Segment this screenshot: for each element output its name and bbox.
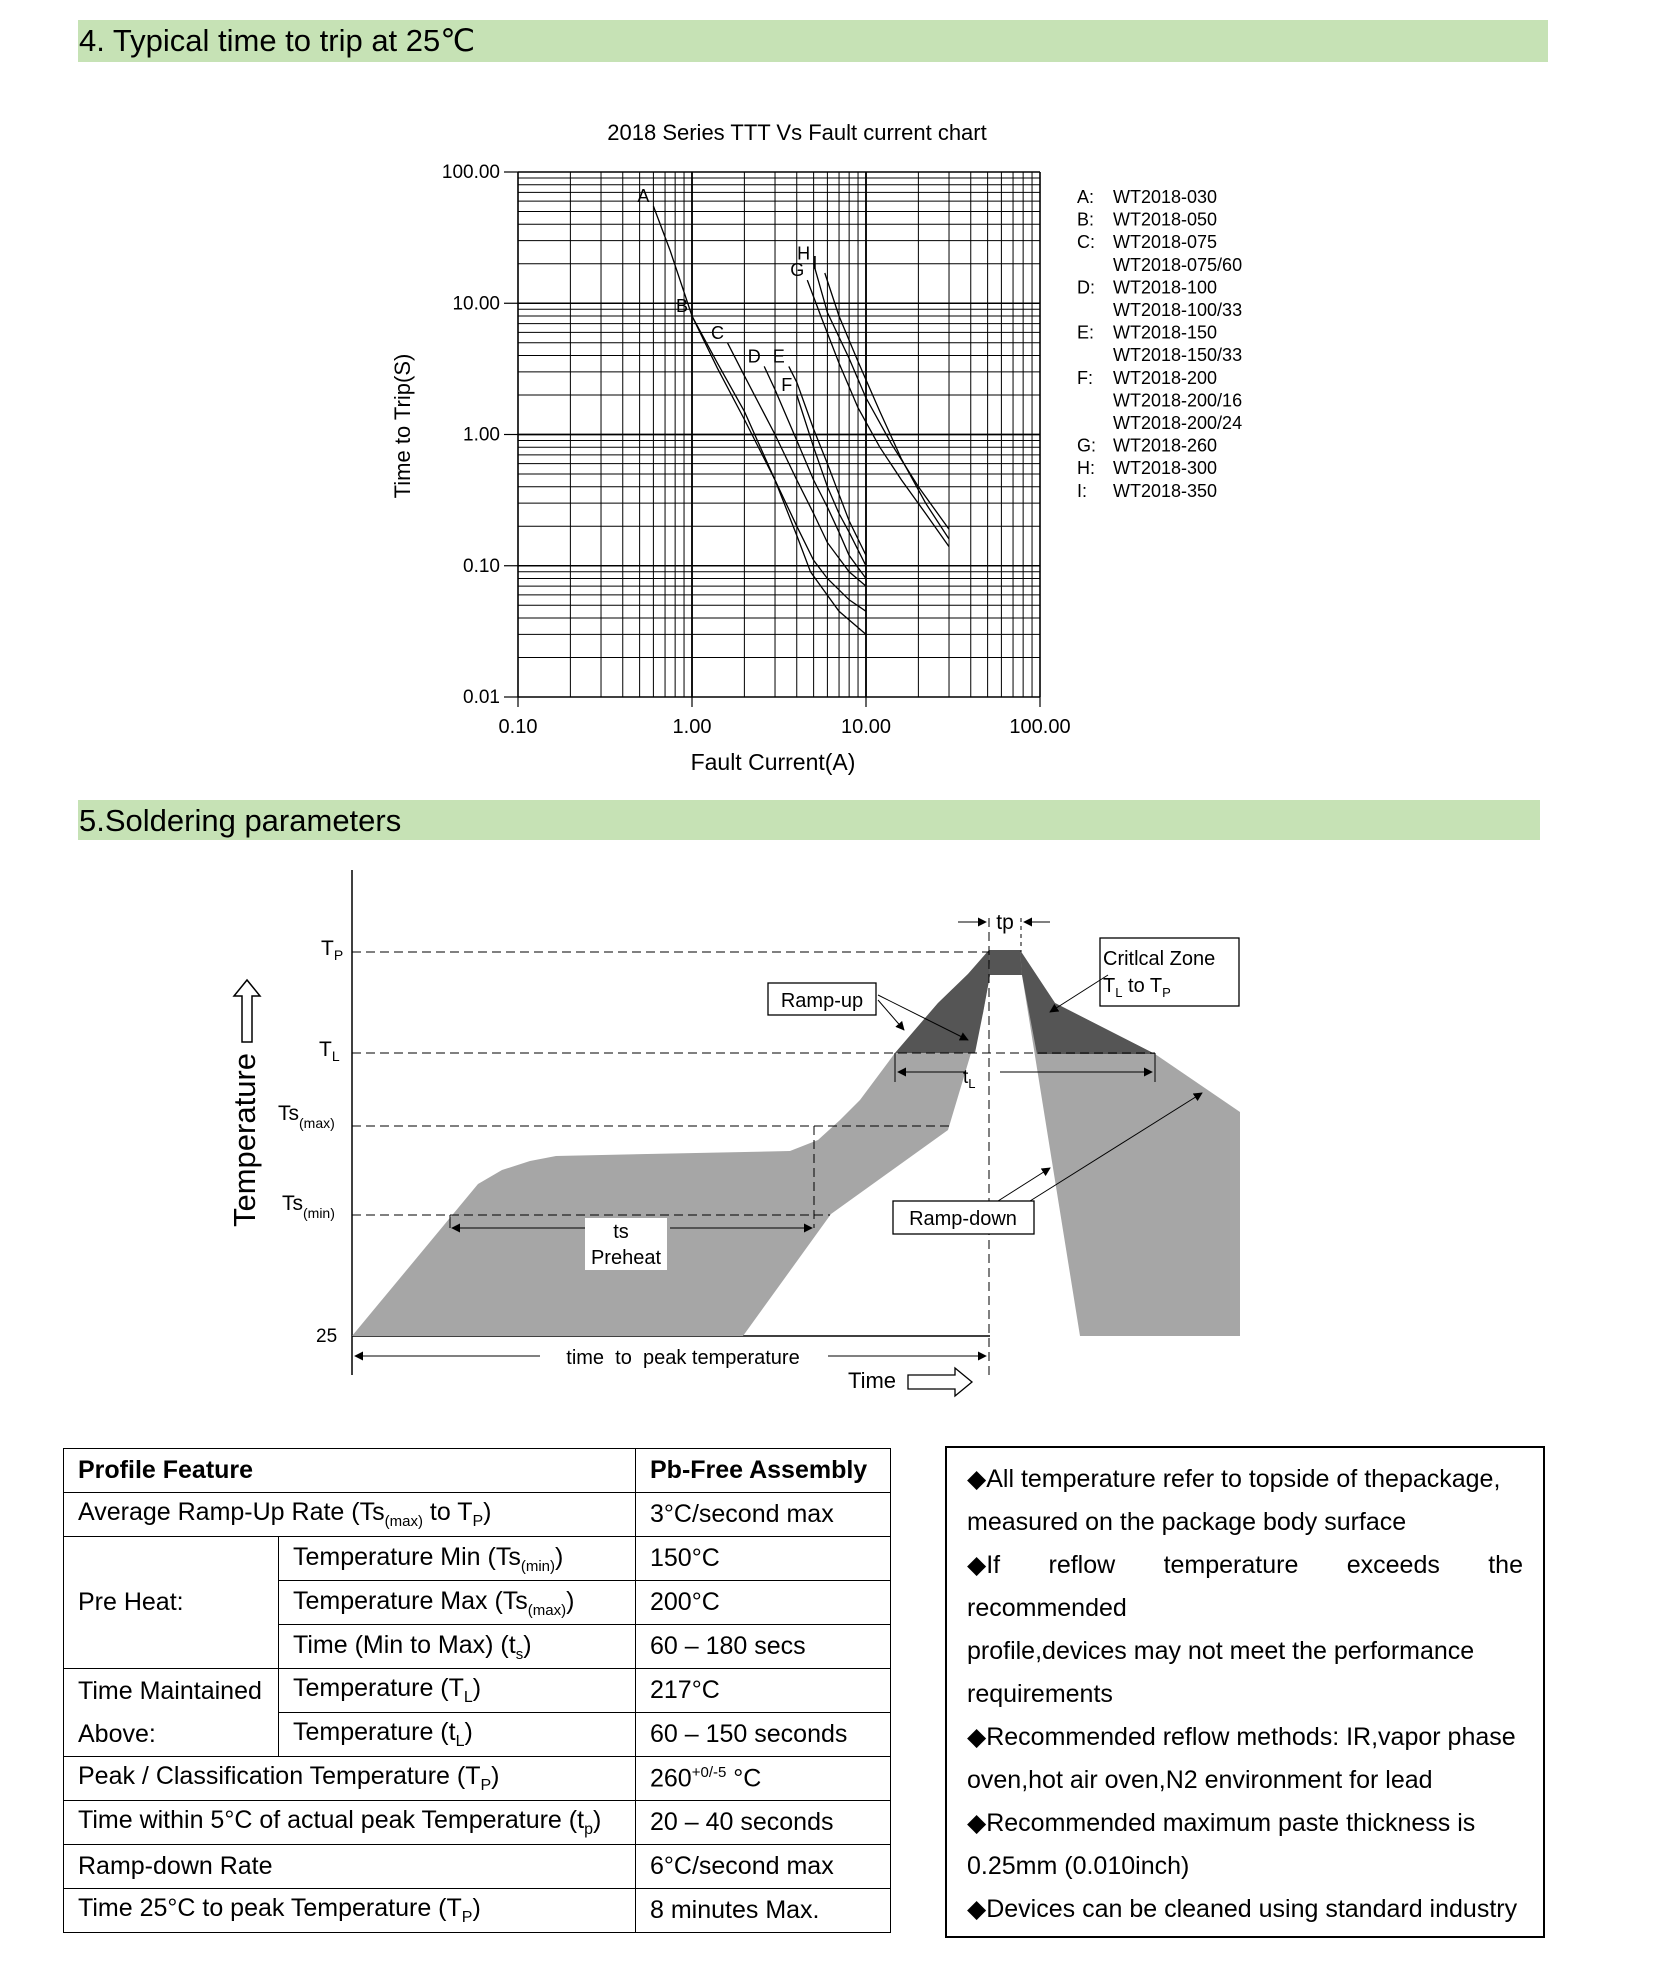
table-row [64, 1845, 891, 1889]
header-pb-free: Pb-Free Assembly [636, 1449, 891, 1493]
critical-zone-label: Critlcal Zone [1103, 948, 1216, 970]
x-tick-label: 100.00 [1009, 716, 1071, 738]
tl-level-label: $T_L$ [319, 1038, 340, 1064]
critical-zone-range: $T_L$ to $T_P$ [1103, 975, 1171, 1000]
time-maintained-label: Time Maintained Above: [64, 1669, 279, 1757]
legend-entry: WT2018-030 [1113, 187, 1218, 207]
legend-key: D: [1077, 277, 1095, 298]
x-tick-label: 0.10 [498, 716, 538, 738]
critical-zone-pointer [1050, 975, 1108, 1012]
series-label-b: B [675, 295, 689, 316]
ramp-down-rate-value: 6°C/second max [636, 1845, 891, 1889]
section-4-title: 4. Typical time to trip at 25℃ [79, 23, 476, 58]
y-axis-label: Time to Trip(S) [390, 353, 415, 499]
legend-entry: WT2018-075/60 [1113, 254, 1243, 275]
series-label-e: E [772, 346, 785, 367]
table-row [64, 1801, 891, 1845]
y-tick-label: 0.01 [463, 687, 500, 708]
time-label: Time [847, 1368, 897, 1393]
series-label-a: A [637, 186, 650, 207]
note-line: recommended [967, 1594, 1127, 1622]
y-tick-label: 1.00 [463, 424, 500, 446]
ts-label: ts [613, 1221, 629, 1243]
series-label-d: D [747, 346, 761, 367]
legend-entry: WT2018-150/33 [1113, 345, 1243, 366]
note-line: measured on the package body surface [967, 1508, 1407, 1536]
tp-level-label: $T_P$ [321, 937, 344, 963]
preheat-tmin-label: Temperature Min $(Ts_{(min)})$ [279, 1537, 636, 1581]
maintained-temp-label: Temperature $(T_L)$ [279, 1669, 636, 1713]
peak-top [989, 950, 1022, 975]
section-5-title: 5.Soldering parameters [79, 803, 402, 838]
note-line: oven,hot air oven,N2 environment for lead [967, 1766, 1433, 1794]
legend-key: G: [1077, 435, 1097, 456]
series-label-h: H [797, 243, 811, 264]
series-label-f: F [781, 374, 793, 395]
y-tick-label: 0.10 [463, 555, 500, 577]
maintained-time-value: 60 – 150 seconds [636, 1713, 891, 1757]
note-line: ◆All temperature refer to topside of thepackage, [967, 1465, 1501, 1493]
legend-entry: WT2018-200 [1113, 367, 1218, 388]
series-label-i: I [812, 253, 818, 274]
table-row [64, 1493, 891, 1537]
x-tick-label: 10.00 [840, 716, 892, 738]
legend-entry: WT2018-200/16 [1113, 390, 1243, 411]
preheat-label: Preheat [590, 1247, 662, 1269]
maintained-time-label: Temperature $(t_L)$ [279, 1713, 636, 1757]
temperature-up-arrow-icon [234, 980, 260, 1042]
legend-key: E: [1077, 322, 1095, 343]
note-line: profile,devices may not meet the performance [967, 1637, 1475, 1665]
table-row [64, 1449, 891, 1493]
peak-temp-label: Peak / Classification Temperature $(T_P)$ [64, 1757, 636, 1801]
legend-entry: WT2018-050 [1113, 209, 1218, 230]
series-label-g: G [790, 260, 805, 281]
temperature-label: Temperature [227, 1052, 262, 1228]
table-row [64, 1757, 891, 1801]
ramp-down-rate-label: Ramp-down Rate [64, 1845, 636, 1889]
note-line-justified: ◆If reflow temperature exceeds the [967, 1551, 1523, 1579]
x-tick-label: 1.00 [672, 716, 712, 738]
critical-zone-left [895, 950, 990, 1053]
legend-entry: WT2018-200/24 [1113, 413, 1243, 433]
legend-key: F: [1077, 367, 1093, 388]
legend-entry: WT2018-100 [1113, 277, 1218, 298]
table-row [64, 1537, 891, 1581]
time-to-peak-row-value: 8 minutes Max. [636, 1889, 891, 1933]
profile-table [63, 1448, 891, 1933]
ramp-down-pointer-1 [998, 1168, 1050, 1201]
notes-box [945, 1446, 1545, 1938]
ramp-down-label: Ramp-down [909, 1208, 1017, 1230]
legend-key: C: [1077, 232, 1095, 253]
ambient-level-label: 25 [316, 1326, 338, 1347]
tl-label: $t_L$ [963, 1067, 976, 1091]
y-tick-label: 10.00 [452, 293, 500, 315]
time-within-peak-label: Time within 5°C of actual peak Temperature $(t_p)$ [64, 1801, 636, 1845]
ramp-up-label: Ramp-up [780, 990, 864, 1012]
preheat-label: Pre Heat: [64, 1537, 279, 1669]
preheat-tmax-label: Temperature Max $(Ts_{(max)})$ [279, 1581, 636, 1625]
series-label-c: C [711, 322, 725, 343]
table-row [64, 1669, 891, 1713]
tsmin-level-label: $Ts_{(min)}$ [282, 1192, 335, 1221]
note-line: ◆Recommended reflow methods: IR,vapor phase [967, 1723, 1516, 1751]
legend-entry: WT2018-260 [1113, 435, 1218, 456]
note-line: requirements [967, 1680, 1113, 1708]
time-to-peak-label: time to peak temperature [566, 1347, 800, 1369]
x-axis-label: Fault Current(A) [690, 749, 856, 775]
note-line: 0.25mm (0.010inch) [967, 1852, 1190, 1880]
time-within-peak-value: 20 – 40 seconds [636, 1801, 891, 1845]
header-profile-feature: Profile Feature [64, 1449, 636, 1493]
tp-label: tp [996, 911, 1014, 934]
preheat-time-label: Time (Min to Max) $(t_s)$ [279, 1625, 636, 1669]
tsmax-level-label: $Ts_{(max)}$ [278, 1102, 335, 1131]
legend-key: H: [1077, 458, 1095, 479]
legend-key: A: [1077, 187, 1095, 207]
table-row [64, 1889, 891, 1933]
note-line: ◆Devices can be cleaned using standard industry [967, 1895, 1518, 1923]
ramp-up-pointer-1 [878, 1000, 904, 1030]
y-tick-label: 100.00 [441, 162, 500, 183]
legend-entry: WT2018-100/33 [1113, 300, 1243, 320]
ramp-up-rate-label: Average Ramp-Up Rate ($Ts_{(max)}$ to $T_P$) [64, 1493, 636, 1537]
legend-entry: WT2018-075 [1113, 232, 1218, 253]
ramp-up-rate-value: 3°C/second max [636, 1493, 891, 1537]
legend-key: B: [1077, 209, 1095, 230]
peak-temp-value: $260^{+0/-5}$ °C [636, 1757, 891, 1801]
legend-entry: WT2018-350 [1113, 480, 1218, 501]
legend-key: I: [1077, 480, 1088, 501]
preheat-time-value: 60 – 180 secs [636, 1625, 891, 1669]
chart-title: 2018 Series TTT Vs Fault current chart [607, 120, 987, 145]
preheat-tmax-value: 200°C [636, 1581, 891, 1625]
time-to-peak-row-label: Time 25°C to peak Temperature $(T_P)$ [64, 1889, 636, 1933]
legend-entry: WT2018-150 [1113, 322, 1218, 343]
time-right-arrow-icon [908, 1368, 972, 1396]
legend-entry: WT2018-300 [1113, 458, 1218, 479]
maintained-temp-value: 217°C [636, 1669, 891, 1713]
preheat-tmin-value: 150°C [636, 1537, 891, 1581]
note-line: ◆Recommended maximum paste thickness is [967, 1809, 1476, 1837]
